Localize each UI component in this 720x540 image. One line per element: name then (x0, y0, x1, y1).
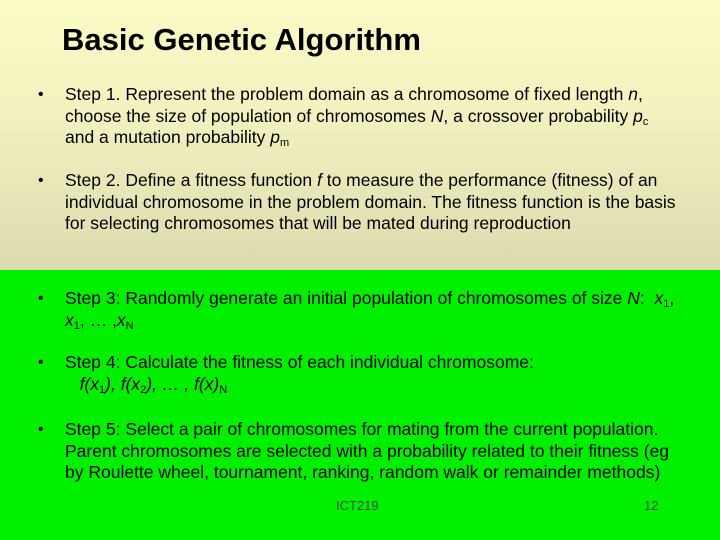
bullet-dot: • (38, 421, 44, 438)
slide-title: Basic Genetic Algorithm (62, 22, 421, 57)
step-3-bullet (38, 288, 678, 331)
bullet-dot: • (38, 86, 44, 103)
step-4-bullet (38, 352, 678, 395)
step-5-bullet (38, 419, 678, 484)
bullet-dot: • (38, 354, 44, 371)
footer-course-code: ICT219 (336, 498, 379, 513)
footer-page-number: 12 (644, 498, 659, 513)
bullet-dot: • (38, 290, 44, 307)
step-5-text: Step 5: Select a pair of chromosomes for mating from the current population. Parent chromosomes are selected with a probability related to their fitness (eg by Roulette wheel, tournament, ranking, random walk or remainder methods) (65, 419, 674, 482)
step-1-bullet (38, 84, 678, 149)
step-2-bullet (38, 170, 681, 235)
step-1-text: Step 1. Represent the problem domain as a chromosome of fixed length n, choose the size of population of chromosomes N, a crossover probability $p_c$ and a mutation probability $p_m$ (65, 84, 654, 149)
bullet-dot: • (38, 172, 44, 189)
step-4-text: Step 4: Calculate the fitness of each individual chromosome: $f(x_1)$, $f(x_2)$, … , $f(x)_N$ (65, 352, 534, 396)
step-2-text: Step 2. Define a fitness function f to measure the performance (fitness) of an individual chromosome in the problem domain. The fitness function is the basis for selecting chromosomes that will be mated during reproduction (65, 170, 681, 233)
step-3-text: Step 3: Randomly generate an initial population of chromosomes of size N: $x_1$, $x_1$, … $,x_N$ (65, 288, 680, 332)
